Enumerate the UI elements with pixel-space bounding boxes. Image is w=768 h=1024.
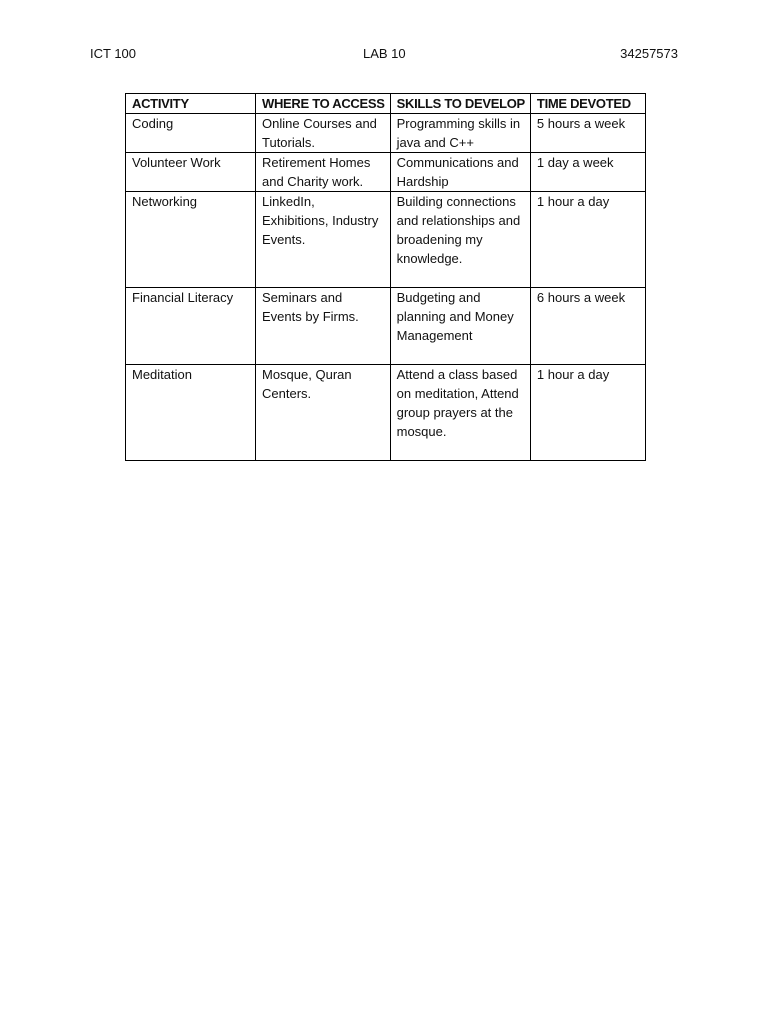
time-cell: 1 hour a day: [530, 192, 645, 288]
activity-cell: Financial Literacy: [126, 288, 256, 365]
header-course-code: ICT 100: [90, 46, 137, 61]
column-header-activity: ACTIVITY: [126, 94, 256, 114]
time-cell: 1 hour a day: [530, 365, 645, 461]
access-cell: Online Courses and Tutorials.: [256, 114, 391, 153]
activity-cell: Coding: [126, 114, 256, 153]
table-row: [126, 114, 646, 153]
column-header-time-devoted: TIME DEVOTED: [530, 94, 645, 114]
time-cell: 5 hours a week: [530, 114, 645, 153]
access-cell: Retirement Homes and Charity work.: [256, 153, 391, 192]
skills-cell: Building connections and relationships and broadening my knowledge.: [390, 192, 530, 288]
skills-cell: Communications and Hardship: [390, 153, 530, 192]
activity-cell: Meditation: [126, 365, 256, 461]
table-row: [126, 153, 646, 192]
page-header: [90, 46, 678, 66]
column-header-where-to-access: WHERE TO ACCESS: [256, 94, 391, 114]
activity-cell: Volunteer Work: [126, 153, 256, 192]
header-lab-title: LAB 10: [363, 46, 406, 61]
table-row: [126, 192, 646, 288]
access-cell: LinkedIn, Exhibitions, Industry Events.: [256, 192, 391, 288]
skills-cell: Budgeting and planning and Money Management: [390, 288, 530, 365]
access-cell: Mosque, Quran Centers.: [256, 365, 391, 461]
header-student-id: 34257573: [620, 46, 678, 61]
table-row: [126, 288, 646, 365]
activity-cell: Networking: [126, 192, 256, 288]
skills-cell: Attend a class based on meditation, Attend group prayers at the mosque.: [390, 365, 530, 461]
time-cell: 1 day a week: [530, 153, 645, 192]
access-cell: Seminars and Events by Firms.: [256, 288, 391, 365]
column-header-skills-to-develop: SKILLS TO DEVELOP: [390, 94, 530, 114]
table-header-row: [126, 94, 646, 114]
activities-table: [125, 93, 646, 461]
table-row: [126, 365, 646, 461]
skills-cell: Programming skills in java and C++: [390, 114, 530, 153]
time-cell: 6 hours a week: [530, 288, 645, 365]
